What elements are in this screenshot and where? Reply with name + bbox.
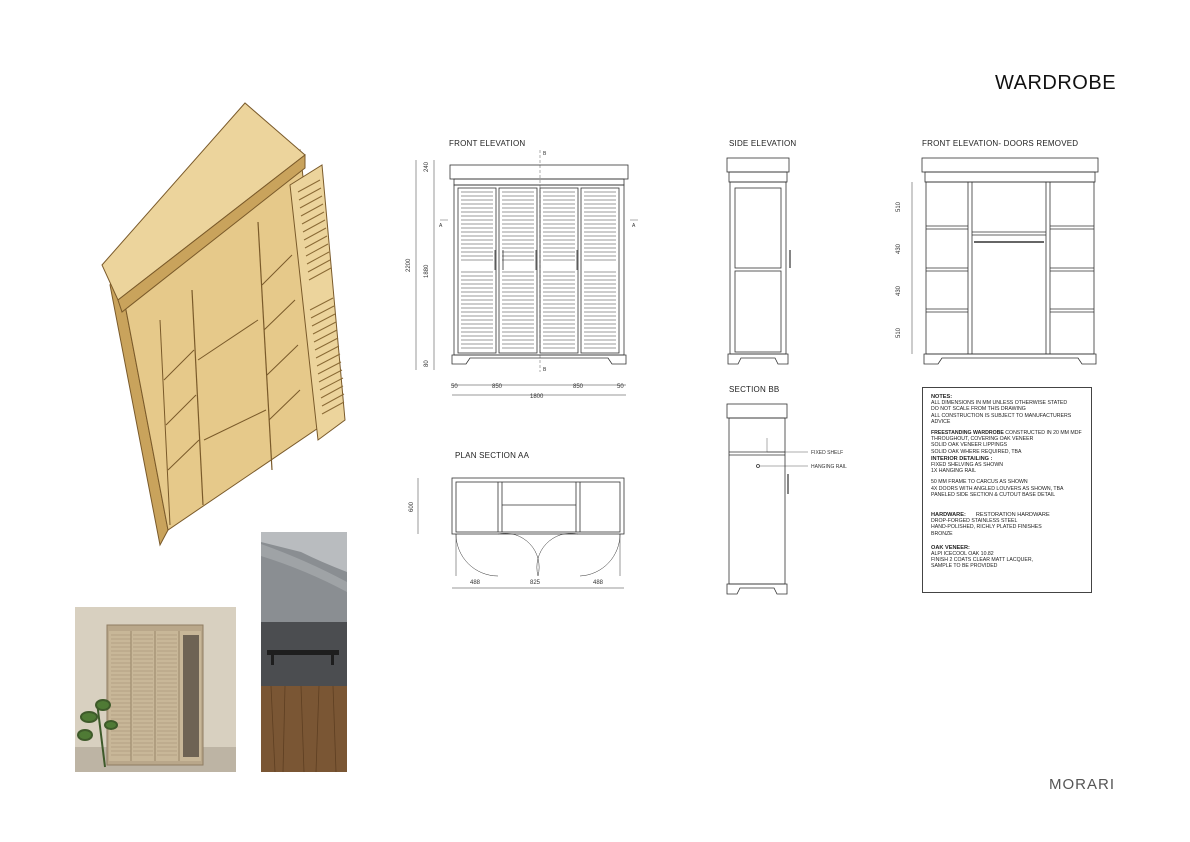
hardware-heading: HARDWARE: <box>931 512 966 519</box>
dim-850-left: 850 <box>492 384 503 390</box>
dim-488-right: 488 <box>593 580 604 586</box>
side-elevation-drawing <box>727 158 790 364</box>
section-mark-b-top: B <box>543 151 547 157</box>
dim-50-left: 50 <box>451 384 458 390</box>
section-bb-title: SECTION BB <box>729 385 780 394</box>
dim-80: 80 <box>424 360 430 367</box>
note-line: ALL CONSTRUCTION IS SUBJECT TO MANUFACTURERS <box>931 412 1072 419</box>
hardware-value: RESTORATION HARDWARE <box>975 512 1050 519</box>
front-elevation-title: FRONT ELEVATION <box>449 139 526 148</box>
note-line: ALPI ICECOOL OAK 10.82 <box>931 551 994 558</box>
side-elevation-title: SIDE ELEVATION <box>729 139 797 148</box>
notes-heading: NOTES: <box>931 394 953 400</box>
note-line: SOLID OAK WHERE REQUIRED, TBA <box>931 448 1022 455</box>
dim-430-b: 430 <box>896 285 902 296</box>
interior-heading: INTERIOR DETAILING : <box>931 455 993 462</box>
note-line: DROP-FORGED STAINLESS STEEL <box>931 518 1018 525</box>
dim-510-bottom: 510 <box>896 327 902 338</box>
wardrobe-sketch <box>102 103 345 545</box>
label-fixed-shelf: FIXED SHELF <box>811 450 844 456</box>
dim-240: 240 <box>424 161 430 172</box>
note-line: PANELED SIDE SECTION & CUTOUT BASE DETAIL <box>931 491 1056 498</box>
label-hanging-rail: HANGING RAIL <box>811 464 847 470</box>
section-mark-a-right: A <box>632 223 636 229</box>
note-line: SAMPLE TO BE PROVIDED <box>931 563 998 570</box>
note-line: DO NOT SCALE FROM THIS DRAWING <box>931 406 1026 413</box>
wardrobe-heading: FREESTANDING WARDROBE <box>931 430 1004 437</box>
brand-mark: MORARI <box>1049 776 1115 793</box>
note-line: HAND-POLISHED, RICHLY PLATED FINISHES <box>931 524 1042 531</box>
dim-1880: 1880 <box>424 264 430 278</box>
sheet-title: WARDROBE <box>995 72 1117 94</box>
dim-825: 825 <box>530 580 541 586</box>
dim-50-right: 50 <box>617 384 624 390</box>
dim-850-right: 850 <box>573 384 584 390</box>
note-line: FIXED SHELVING AS SHOWN <box>931 462 1003 469</box>
section-mark-b-bottom: B <box>543 367 547 373</box>
doors-removed-drawing <box>912 158 1098 364</box>
note-line: THROUGHOUT, COVERING OAK VENEER <box>931 436 1034 443</box>
note-line: 1X HANGING RAIL <box>931 468 976 475</box>
notes-box <box>922 387 1092 593</box>
dim-430-a: 430 <box>896 243 902 254</box>
note-line: FINISH 2 COATS CLEAR MATT LACQUER, <box>931 557 1034 564</box>
reference-photo-hardware-veneer <box>261 532 347 772</box>
doors-removed-title: FRONT ELEVATION- DOORS REMOVED <box>922 139 1079 148</box>
note-line: 4X DOORS WITH ANGLED LOUVERS AS SHOWN, TBA <box>931 485 1064 492</box>
front-elevation-drawing <box>416 150 638 395</box>
dim-600: 600 <box>409 501 415 512</box>
section-bb-drawing <box>727 404 808 594</box>
plan-section-drawing <box>418 478 624 588</box>
section-mark-a-left: A <box>439 223 443 229</box>
note-line: ADVICE <box>931 418 951 425</box>
note-line: SOLID OAK VENEER LIPPINGS <box>931 442 1008 449</box>
dim-2200: 2200 <box>406 258 412 272</box>
veneer-heading: OAK VENEER: <box>931 544 970 551</box>
note-line: ALL DIMENSIONS IN MM UNLESS OTHERWISE STATED <box>931 400 1068 407</box>
dim-510-top: 510 <box>896 201 902 212</box>
note-line: BRONZE <box>931 530 953 537</box>
reference-photo-wardrobe <box>75 607 236 772</box>
plan-section-title: PLAN SECTION AA <box>455 451 530 460</box>
dim-488-left: 488 <box>470 580 481 586</box>
dim-1800: 1800 <box>530 394 544 400</box>
note-line: 50 MM FRAME TO CARCUS AS SHOWN <box>931 479 1028 486</box>
note-line: CONSTRUCTED IN 20 MM MDF <box>1005 430 1082 437</box>
